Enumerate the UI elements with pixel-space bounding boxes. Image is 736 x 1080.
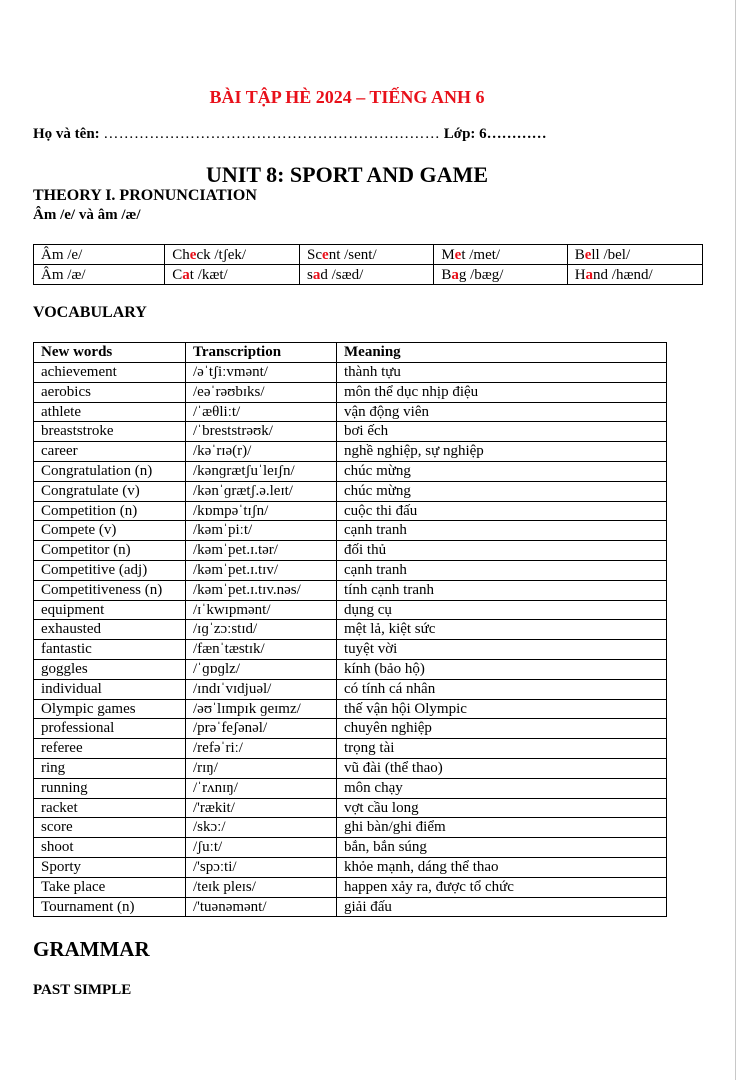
meaning-cell: khỏe mạnh, dáng thể thao — [337, 857, 667, 877]
highlighted-vowel: e — [584, 246, 592, 263]
transcription-cell: /teɪk pleɪs/ — [186, 877, 337, 897]
table-row — [34, 798, 667, 818]
table-row — [34, 857, 667, 877]
table-row — [34, 719, 667, 739]
pronunciation-cell — [434, 265, 567, 285]
transcription-cell: /kəmˈpet.ɪ.tɪv.nəs/ — [186, 580, 337, 600]
word-part: Sc — [307, 246, 323, 263]
column-header: Transcription — [186, 343, 337, 363]
transcription-cell: /kəmˈpiːt/ — [186, 521, 337, 541]
word-part: ll /bel/ — [591, 246, 631, 263]
pronunciation-cell — [34, 265, 165, 285]
table-row — [34, 620, 667, 640]
highlighted-vowel: e — [454, 246, 462, 263]
meaning-cell: đối thủ — [337, 541, 667, 561]
highlighted-vowel: e — [322, 246, 329, 263]
word-part: C — [172, 266, 183, 283]
word-part: Ch — [172, 246, 190, 263]
transcription-cell: /ˈɡɒɡlz/ — [186, 659, 337, 679]
word-part: ck /tʃek/ — [196, 246, 247, 263]
transcription-cell: /'tuənəmənt/ — [186, 897, 337, 917]
new-word-cell: equipment — [34, 600, 186, 620]
table-row — [34, 739, 667, 759]
table-row — [34, 600, 667, 620]
unit-title: UNIT 8: SPORT AND GAME — [205, 162, 488, 187]
transcription-cell: /eəˈrəʊbɪks/ — [186, 382, 337, 402]
meaning-cell: môn thể dục nhịp điệu — [337, 382, 667, 402]
table-row — [34, 838, 667, 858]
new-word-cell: Sporty — [34, 857, 186, 877]
table-row — [34, 481, 667, 501]
vocabulary-table — [33, 342, 667, 917]
transcription-cell: /ɪndɪˈvɪdjuəl/ — [186, 679, 337, 699]
meaning-cell: mệt lả, kiệt sức — [337, 620, 667, 640]
transcription-cell: /kɒmpəˈtɪʃn/ — [186, 501, 337, 521]
word-part: t /met/ — [461, 246, 501, 263]
vocabulary-header-row — [34, 343, 667, 363]
new-word-cell: racket — [34, 798, 186, 818]
word-part: H — [574, 266, 586, 283]
meaning-cell: vợt cầu long — [337, 798, 667, 818]
new-word-cell: Take place — [34, 877, 186, 897]
new-word-cell: Competition (n) — [34, 501, 186, 521]
new-word-cell: Compete (v) — [34, 521, 186, 541]
vocabulary-heading: VOCABULARY — [33, 304, 147, 321]
meaning-cell: bắn, bắn súng — [337, 838, 667, 858]
new-word-cell: individual — [34, 679, 186, 699]
meaning-cell: vận động viên — [337, 402, 667, 422]
meaning-cell: giải đấu — [337, 897, 667, 917]
highlighted-vowel: a — [451, 266, 459, 283]
new-word-cell: fantastic — [34, 640, 186, 660]
transcription-cell: /əʊˈlɪmpɪk ɡeɪmz/ — [186, 699, 337, 719]
word-part: M — [441, 246, 455, 263]
new-word-cell: ring — [34, 758, 186, 778]
pronunciation-cell — [300, 265, 434, 285]
pronunciation-row — [34, 265, 703, 285]
new-word-cell: Olympic games — [34, 699, 186, 719]
meaning-cell: chuyên nghiệp — [337, 719, 667, 739]
pronunciation-cell — [165, 245, 300, 265]
pronunciation-row — [34, 245, 703, 265]
column-header: New words — [34, 343, 186, 363]
meaning-cell: tuyệt vời — [337, 640, 667, 660]
new-word-cell: Congratulate (v) — [34, 481, 186, 501]
sounds-heading: Âm /e/ và âm /æ/ — [33, 207, 141, 223]
new-word-cell: running — [34, 778, 186, 798]
transcription-cell: /kəmˈpet.ɪ.tɪv/ — [186, 560, 337, 580]
new-word-cell: achievement — [34, 363, 186, 383]
new-word-cell: Competitiveness (n) — [34, 580, 186, 600]
student-info-line — [33, 126, 547, 143]
transcription-cell: /ˈrʌnɪŋ/ — [186, 778, 337, 798]
pronunciation-cell — [567, 245, 702, 265]
meaning-cell: trọng tài — [337, 739, 667, 759]
highlighted-vowel: e — [189, 246, 197, 263]
transcription-cell: /ʃuːt/ — [186, 838, 337, 858]
meaning-cell: chúc mừng — [337, 481, 667, 501]
transcription-cell: /kənˈɡrætʃ.ə.leɪt/ — [186, 481, 337, 501]
transcription-cell: /ɪˈkwɪpmənt/ — [186, 600, 337, 620]
pronunciation-cell — [165, 265, 300, 285]
transcription-cell: /'spɔːti/ — [186, 857, 337, 877]
pronunciation-cell — [300, 245, 434, 265]
pronunciation-cell — [434, 245, 567, 265]
transcription-cell: /kənɡrætʃuˈleɪʃn/ — [186, 461, 337, 481]
transcription-cell: /prəˈfeʃənəl/ — [186, 719, 337, 739]
meaning-cell: ghi bàn/ghi điểm — [337, 818, 667, 838]
word-part: d /sæd/ — [320, 266, 364, 283]
name-label: Họ và tên: — [33, 126, 100, 142]
table-row — [34, 363, 667, 383]
table-row — [34, 659, 667, 679]
table-row — [34, 877, 667, 897]
meaning-cell: cạnh tranh — [337, 560, 667, 580]
table-row — [34, 580, 667, 600]
new-word-cell: goggles — [34, 659, 186, 679]
word-part: s — [307, 266, 313, 283]
table-row — [34, 501, 667, 521]
name-blank: ………………………………………………………… — [103, 126, 441, 142]
page-title: BÀI TẬP HÈ 2024 – TIẾNG ANH 6 — [209, 87, 485, 107]
meaning-cell: chúc mừng — [337, 461, 667, 481]
transcription-cell: /'rækit/ — [186, 798, 337, 818]
meaning-cell: có tính cá nhân — [337, 679, 667, 699]
meaning-cell: môn chạy — [337, 778, 667, 798]
pronunciation-cell — [34, 245, 165, 265]
class-label: Lớp: 6………… — [443, 126, 547, 142]
new-word-cell: referee — [34, 739, 186, 759]
new-word-cell: Competitor (n) — [34, 541, 186, 561]
transcription-cell: /ˈbreststrəʊk/ — [186, 422, 337, 442]
transcription-cell: /ˈæθliːt/ — [186, 402, 337, 422]
table-row — [34, 521, 667, 541]
table-row — [34, 699, 667, 719]
meaning-cell: tính cạnh tranh — [337, 580, 667, 600]
meaning-cell: thế vận hội Olympic — [337, 699, 667, 719]
transcription-cell: /refəˈriː/ — [186, 739, 337, 759]
column-header: Meaning — [337, 343, 667, 363]
table-row — [34, 758, 667, 778]
word-part: Âm /e/ — [41, 246, 83, 263]
new-word-cell: athlete — [34, 402, 186, 422]
meaning-cell: happen xảy ra, được tổ chức — [337, 877, 667, 897]
transcription-cell: /kəmˈpet.ɪ.tər/ — [186, 541, 337, 561]
new-word-cell: Competitive (adj) — [34, 560, 186, 580]
new-word-cell: Tournament (n) — [34, 897, 186, 917]
word-part: t /kæt/ — [189, 266, 228, 283]
new-word-cell: breaststroke — [34, 422, 186, 442]
transcription-cell: /kəˈrɪə(r)/ — [186, 442, 337, 462]
meaning-cell: nghề nghiệp, sự nghiệp — [337, 442, 667, 462]
new-word-cell: exhausted — [34, 620, 186, 640]
meaning-cell: vũ đài (thể thao) — [337, 758, 667, 778]
new-word-cell: aerobics — [34, 382, 186, 402]
word-part: B — [441, 266, 452, 283]
word-part: nd /hænd/ — [593, 266, 653, 283]
new-word-cell: Congratulation (n) — [34, 461, 186, 481]
transcription-cell: /rɪŋ/ — [186, 758, 337, 778]
grammar-heading: GRAMMAR — [33, 937, 150, 961]
meaning-cell: kính (bảo hộ) — [337, 659, 667, 679]
meaning-cell: thành tựu — [337, 363, 667, 383]
meaning-cell: dụng cụ — [337, 600, 667, 620]
highlighted-vowel: a — [312, 266, 321, 283]
highlighted-vowel: a — [182, 266, 190, 283]
transcription-cell: /əˈtʃiːvmənt/ — [186, 363, 337, 383]
table-row — [34, 461, 667, 481]
pronunciation-table — [33, 244, 703, 285]
meaning-cell: bơi ếch — [337, 422, 667, 442]
table-row — [34, 541, 667, 561]
past-simple-heading: PAST SIMPLE — [33, 982, 132, 998]
table-row — [34, 560, 667, 580]
word-part: nt /sent/ — [328, 246, 377, 263]
theory-heading: THEORY I. PRONUNCIATION — [33, 187, 257, 204]
new-word-cell: professional — [34, 719, 186, 739]
meaning-cell: cạnh tranh — [337, 521, 667, 541]
table-row — [34, 818, 667, 838]
table-row — [34, 442, 667, 462]
transcription-cell: /skɔː/ — [186, 818, 337, 838]
table-row — [34, 640, 667, 660]
word-part: B — [574, 246, 585, 263]
transcription-cell: /fænˈtæstɪk/ — [186, 640, 337, 660]
transcription-cell: /ɪɡˈzɔːstɪd/ — [186, 620, 337, 640]
new-word-cell: shoot — [34, 838, 186, 858]
table-row — [34, 382, 667, 402]
table-row — [34, 778, 667, 798]
meaning-cell: cuộc thi đấu — [337, 501, 667, 521]
table-row — [34, 679, 667, 699]
table-row — [34, 402, 667, 422]
word-part: Âm /æ/ — [41, 266, 86, 283]
table-row — [34, 897, 667, 917]
word-part: g /bæg/ — [458, 266, 504, 283]
new-word-cell: score — [34, 818, 186, 838]
new-word-cell: career — [34, 442, 186, 462]
table-row — [34, 422, 667, 442]
pronunciation-cell — [567, 265, 702, 285]
highlighted-vowel: a — [585, 266, 594, 283]
